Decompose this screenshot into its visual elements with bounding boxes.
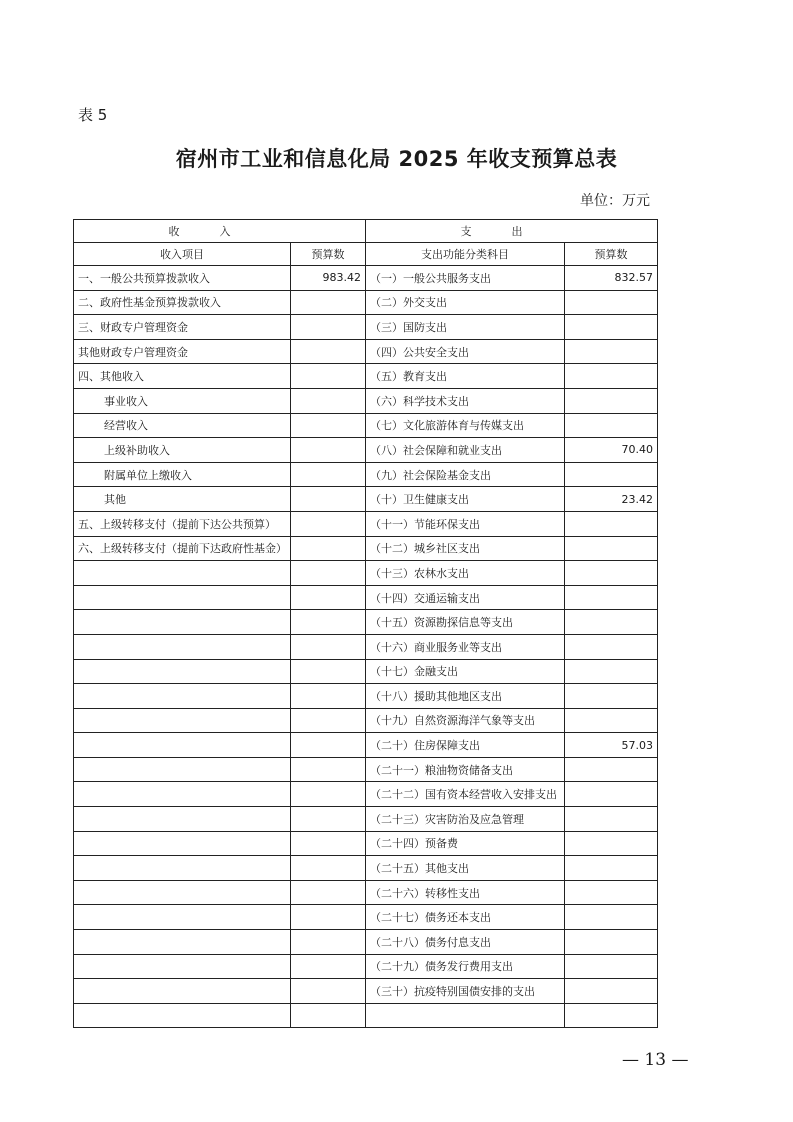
expense-amount-cell <box>565 339 658 364</box>
col-expense-amount: 预算数 <box>565 243 658 266</box>
table-row <box>74 930 658 955</box>
income-amount-cell <box>291 930 366 955</box>
table-row <box>74 339 658 364</box>
expense-item-cell: （二十五）其他支出 <box>366 856 565 881</box>
income-amount-cell <box>291 782 366 807</box>
expense-item-cell: （九）社会保险基金支出 <box>366 462 565 487</box>
expense-amount-cell <box>565 610 658 635</box>
table-row <box>74 634 658 659</box>
income-item-cell: 三、财政专户管理资金 <box>74 315 291 340</box>
income-item-cell <box>74 585 291 610</box>
table-row <box>74 659 658 684</box>
expense-item-cell: （十七）金融支出 <box>366 659 565 684</box>
income-item-cell <box>74 610 291 635</box>
expense-item-cell: （一）一般公共服务支出 <box>366 266 565 291</box>
expense-item-cell: （二）外交支出 <box>366 290 565 315</box>
col-income-item: 收入项目 <box>74 243 291 266</box>
expense-section-header: 支出 <box>366 220 658 243</box>
table-row <box>74 364 658 389</box>
income-amount-cell <box>291 954 366 979</box>
income-amount-cell <box>291 610 366 635</box>
table-row <box>74 585 658 610</box>
table-row <box>74 954 658 979</box>
income-amount-cell <box>291 905 366 930</box>
income-item-cell <box>74 807 291 832</box>
expense-amount-cell <box>565 364 658 389</box>
table-row <box>74 511 658 536</box>
income-item-cell <box>74 954 291 979</box>
table-row <box>74 266 658 291</box>
income-item-cell <box>74 880 291 905</box>
expense-item-cell: （二十七）债务还本支出 <box>366 905 565 930</box>
income-item-cell <box>74 708 291 733</box>
page-title: 宿州市工业和信息化局 2025 年收支预算总表 <box>175 147 618 171</box>
income-amount-cell <box>291 659 366 684</box>
table-column-header-row <box>74 243 658 266</box>
expense-item-cell: （十三）农林水支出 <box>366 561 565 586</box>
expense-item-cell: （二十一）粮油物资储备支出 <box>366 757 565 782</box>
table-row <box>74 880 658 905</box>
income-item-cell: 事业收入 <box>74 388 291 413</box>
expense-item-cell: （五）教育支出 <box>366 364 565 389</box>
budget-summary-table <box>73 219 658 1028</box>
expense-amount-cell <box>565 979 658 1004</box>
expense-item-cell: （十）卫生健康支出 <box>366 487 565 512</box>
income-amount-cell <box>291 880 366 905</box>
expense-item-cell: （七）文化旅游体育与传媒支出 <box>366 413 565 438</box>
expense-amount-cell <box>565 905 658 930</box>
expense-amount-cell <box>565 954 658 979</box>
income-item-cell: 六、上级转移支付（提前下达政府性基金） <box>74 536 291 561</box>
col-income-amount: 预算数 <box>291 243 366 266</box>
expense-item-cell: （八）社会保障和就业支出 <box>366 438 565 463</box>
expense-amount-cell <box>565 511 658 536</box>
income-amount-cell <box>291 807 366 832</box>
col-expense-item: 支出功能分类科目 <box>366 243 565 266</box>
expense-item-cell: （三十）抗疫特别国债安排的支出 <box>366 979 565 1004</box>
expense-item-cell: （二十六）转移性支出 <box>366 880 565 905</box>
table-row <box>74 610 658 635</box>
expense-item-cell: （十一）节能环保支出 <box>366 511 565 536</box>
income-item-cell: 附属单位上缴收入 <box>74 462 291 487</box>
income-amount-cell <box>291 733 366 758</box>
expense-item-cell: （二十九）债务发行费用支出 <box>366 954 565 979</box>
expense-amount-cell <box>565 634 658 659</box>
expense-amount-cell <box>565 831 658 856</box>
table-row <box>74 905 658 930</box>
income-amount-cell <box>291 290 366 315</box>
expense-amount-cell: 832.57 <box>565 266 658 291</box>
expense-item-cell: （十八）援助其他地区支出 <box>366 684 565 709</box>
table-row <box>74 536 658 561</box>
income-item-cell <box>74 561 291 586</box>
income-item-cell: 二、政府性基金预算拨款收入 <box>74 290 291 315</box>
table-row <box>74 413 658 438</box>
expense-item-cell: （二十二）国有资本经营收入安排支出 <box>366 782 565 807</box>
table-row <box>74 315 658 340</box>
expense-amount-cell <box>565 315 658 340</box>
expense-item-cell: （四）公共安全支出 <box>366 339 565 364</box>
expense-item-cell: （十五）资源勘探信息等支出 <box>366 610 565 635</box>
table-row <box>74 757 658 782</box>
income-item-cell <box>74 782 291 807</box>
table-label: 表 5 <box>78 106 108 124</box>
expense-amount-cell <box>565 659 658 684</box>
income-section-header: 收入 <box>74 220 366 243</box>
expense-amount-cell: 57.03 <box>565 733 658 758</box>
expense-amount-cell <box>565 290 658 315</box>
income-amount-cell <box>291 413 366 438</box>
income-item-cell <box>74 684 291 709</box>
unit-label: 单位：万元 <box>580 193 650 209</box>
expense-item-cell: （十四）交通运输支出 <box>366 585 565 610</box>
income-item-cell <box>74 659 291 684</box>
expense-item-cell: （二十四）预备费 <box>366 831 565 856</box>
income-item-cell <box>74 1003 291 1028</box>
income-amount-cell <box>291 684 366 709</box>
expense-amount-cell <box>565 880 658 905</box>
income-amount-cell <box>291 511 366 536</box>
table-row <box>74 856 658 881</box>
income-item-cell: 其他财政专户管理资金 <box>74 339 291 364</box>
table-row <box>74 1003 658 1028</box>
income-amount-cell <box>291 487 366 512</box>
expense-amount-cell <box>565 684 658 709</box>
expense-amount-cell <box>565 856 658 881</box>
expense-amount-cell <box>565 708 658 733</box>
income-amount-cell <box>291 708 366 733</box>
expense-amount-cell: 23.42 <box>565 487 658 512</box>
income-amount-cell <box>291 315 366 340</box>
table-row <box>74 733 658 758</box>
income-amount-cell <box>291 634 366 659</box>
income-item-cell <box>74 856 291 881</box>
expense-item-cell: （十六）商业服务业等支出 <box>366 634 565 659</box>
table-header-row <box>74 220 658 243</box>
income-amount-cell <box>291 856 366 881</box>
income-item-cell: 其他 <box>74 487 291 512</box>
income-item-cell <box>74 733 291 758</box>
table-row <box>74 290 658 315</box>
table-row <box>74 807 658 832</box>
income-item-cell: 经营收入 <box>74 413 291 438</box>
expense-item-cell: （二十八）债务付息支出 <box>366 930 565 955</box>
income-item-cell: 四、其他收入 <box>74 364 291 389</box>
income-item-cell: 一、一般公共预算拨款收入 <box>74 266 291 291</box>
expense-item-cell: （十二）城乡社区支出 <box>366 536 565 561</box>
expense-amount-cell <box>565 585 658 610</box>
income-amount-cell <box>291 536 366 561</box>
table-row <box>74 782 658 807</box>
income-item-cell <box>74 905 291 930</box>
income-item-cell <box>74 757 291 782</box>
income-amount-cell <box>291 339 366 364</box>
income-amount-cell <box>291 757 366 782</box>
expense-item-cell <box>366 1003 565 1028</box>
expense-item-cell: （十九）自然资源海洋气象等支出 <box>366 708 565 733</box>
table-row <box>74 438 658 463</box>
income-item-cell <box>74 634 291 659</box>
income-amount-cell <box>291 388 366 413</box>
expense-amount-cell <box>565 782 658 807</box>
table-row <box>74 979 658 1004</box>
income-item-cell <box>74 831 291 856</box>
income-amount-cell <box>291 561 366 586</box>
income-amount-cell <box>291 585 366 610</box>
page-number: — 13 — <box>622 1050 689 1070</box>
income-amount-cell <box>291 364 366 389</box>
income-amount-cell <box>291 831 366 856</box>
expense-item-cell: （二十三）灾害防治及应急管理 <box>366 807 565 832</box>
table-row <box>74 388 658 413</box>
table-row <box>74 561 658 586</box>
expense-amount-cell <box>565 757 658 782</box>
expense-amount-cell <box>565 413 658 438</box>
income-amount-cell <box>291 462 366 487</box>
expense-amount-cell <box>565 388 658 413</box>
income-item-cell <box>74 930 291 955</box>
table-row <box>74 487 658 512</box>
income-amount-cell: 983.42 <box>291 266 366 291</box>
table-row <box>74 462 658 487</box>
income-item-cell <box>74 979 291 1004</box>
expense-amount-cell: 70.40 <box>565 438 658 463</box>
expense-amount-cell <box>565 930 658 955</box>
expense-amount-cell <box>565 1003 658 1028</box>
expense-item-cell: （六）科学技术支出 <box>366 388 565 413</box>
expense-item-cell: （二十）住房保障支出 <box>366 733 565 758</box>
table-row <box>74 831 658 856</box>
expense-item-cell: （三）国防支出 <box>366 315 565 340</box>
expense-amount-cell <box>565 462 658 487</box>
table-row <box>74 708 658 733</box>
expense-amount-cell <box>565 561 658 586</box>
table-row <box>74 684 658 709</box>
income-item-cell: 五、上级转移支付（提前下达公共预算） <box>74 511 291 536</box>
income-amount-cell <box>291 1003 366 1028</box>
income-amount-cell <box>291 979 366 1004</box>
expense-amount-cell <box>565 807 658 832</box>
expense-amount-cell <box>565 536 658 561</box>
income-item-cell: 上级补助收入 <box>74 438 291 463</box>
income-amount-cell <box>291 438 366 463</box>
